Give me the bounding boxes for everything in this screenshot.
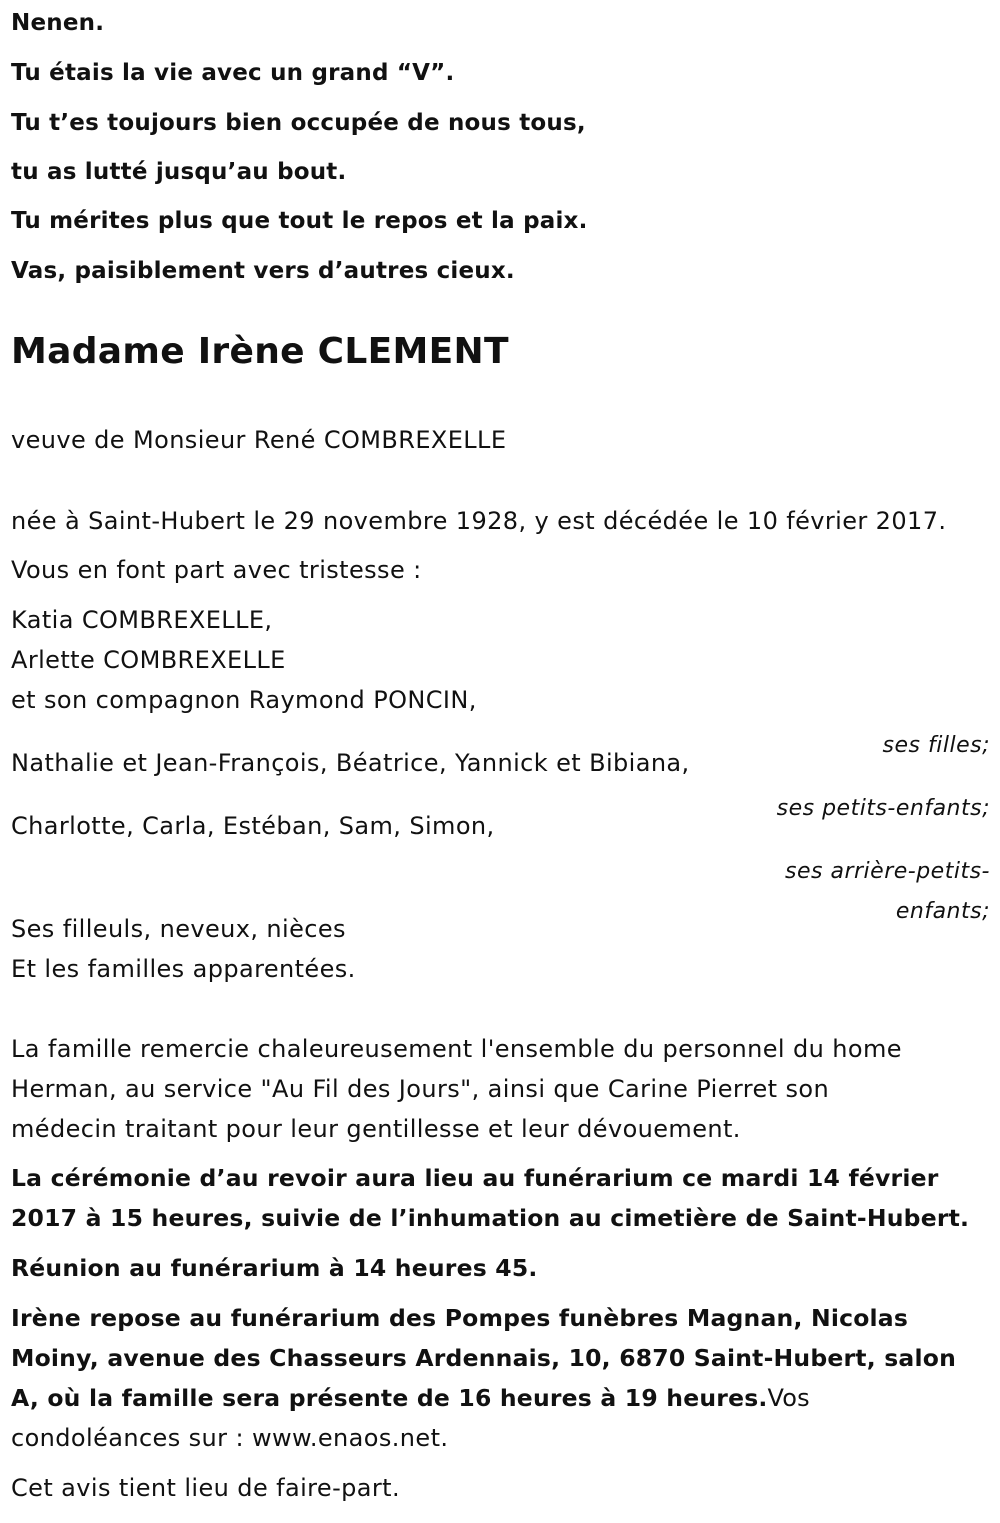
poem-line: Tu étais la vie avec un grand “V”. [11, 60, 455, 86]
condolences: condoléances sur : www.enaos.net. [11, 1424, 449, 1452]
poem-line: tu as lutté jusqu’au bout. [11, 159, 347, 185]
repose-line: Irène repose au funérarium des Pompes funèbres Magnan, Nicolas [11, 1304, 909, 1332]
thanks-line: La famille remercie chaleureusement l'ensemble du personnel du home [11, 1035, 902, 1063]
condolences-start: Vos [767, 1384, 810, 1412]
birth-death: née à Saint-Hubert le 29 novembre 1928, y est décédée le 10 février 2017. [11, 507, 947, 535]
others-line: Et les familles apparentées. [11, 955, 356, 983]
deceased-name: Madame Irène CLEMENT [11, 331, 509, 372]
great-grandchildren-relation: ses arrière-petits- [785, 859, 990, 884]
others-line: Ses filleuls, neveux, nièces [11, 915, 346, 943]
poem-line: Tu t’es toujours bien occupée de nous tous, [11, 110, 586, 136]
daughters-relation: ses filles; [882, 733, 990, 758]
poem-line: Vas, paisiblement vers d’autres cieux. [11, 258, 515, 284]
grandchildren: Nathalie et Jean-François, Béatrice, Yannick et Bibiana, [11, 749, 690, 777]
thanks-line: Herman, au service "Au Fil des Jours", ainsi que Carine Pierret son [11, 1075, 830, 1103]
announce-intro: Vous en font part avec tristesse : [11, 556, 422, 584]
great-grandchildren: Charlotte, Carla, Estéban, Sam, Simon, [11, 812, 495, 840]
meeting-info: Réunion au funérarium à 14 heures 45. [11, 1254, 538, 1282]
ceremony-line: La cérémonie d’au revoir aura lieu au funérarium ce mardi 14 février [11, 1164, 939, 1192]
great-grandchildren-relation-cont: enfants; [895, 899, 990, 924]
poem-line: Tu mérites plus que tout le repos et la paix. [11, 208, 588, 234]
daughter-line: Katia COMBREXELLE, [11, 606, 273, 634]
ceremony-line: 2017 à 15 heures, suivie de l’inhumation au cimetière de Saint-Hubert. [11, 1204, 970, 1232]
repose-line: Moiny, avenue des Chasseurs Ardennais, 10, 6870 Saint-Hubert, salon [11, 1344, 957, 1372]
daughter-line: Arlette COMBREXELLE [11, 646, 286, 674]
repose-line-end: A, où la famille sera présente de 16 heures à 19 heures. [11, 1384, 768, 1412]
closing-note: Cet avis tient lieu de faire-part. [11, 1474, 400, 1502]
widow-of: veuve de Monsieur René COMBREXELLE [11, 426, 507, 454]
repose-line-with-condolences [11, 1384, 810, 1412]
grandchildren-relation: ses petits-enfants; [776, 796, 990, 821]
daughter-line: et son compagnon Raymond PONCIN, [11, 686, 477, 714]
thanks-line: médecin traitant pour leur gentillesse et leur dévouement. [11, 1115, 741, 1143]
poem-line: Nenen. [11, 10, 105, 36]
